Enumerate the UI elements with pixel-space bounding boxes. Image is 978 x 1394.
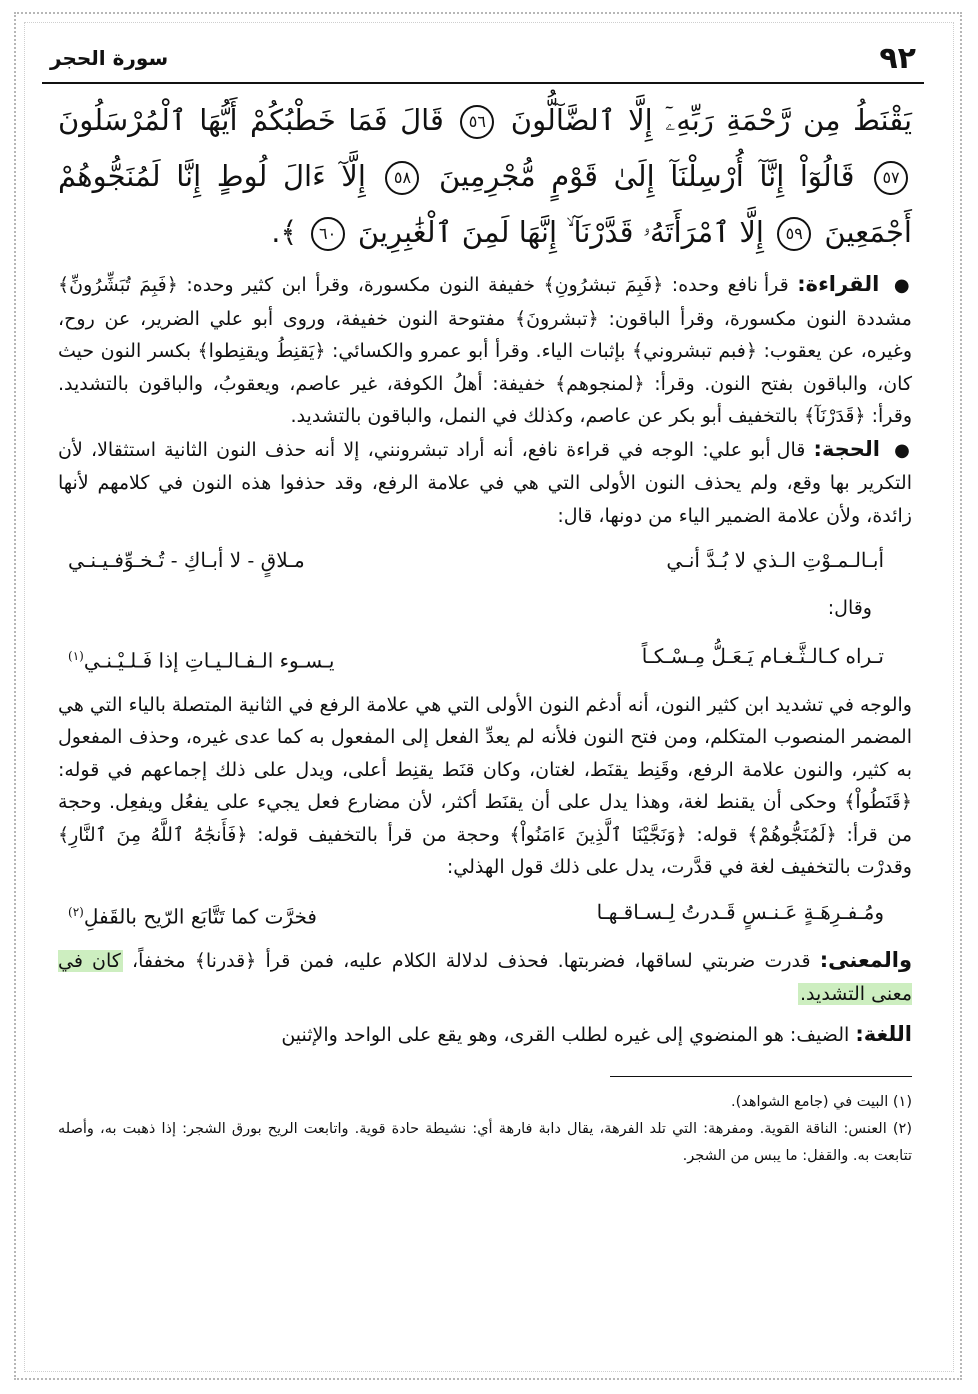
verse-hemistich-right: أبـالـمـوْتِ الـذي لا بُـدَّ أنـي xyxy=(666,548,884,572)
section-text-hujja: قال أبو علي: الوجه في قراءة نافع، أنه أراد تبشرونني، إلا أنه حذف النون الثانية استثقالا، لأن التكرير بها وقع، ولم يحذف النون الأولى التي هي في علامة الرفع، وقد حذفوا هذه النون في كلامهم لأنها زائدة، ولأن علامة الضمير الياء من دونها، قال: xyxy=(58,438,912,527)
verse-hemistich-right: تـراه كـالـثَّـغـام يَـعَـلُّ مِـسْـكـاً xyxy=(641,644,884,668)
page-content xyxy=(58,92,912,1334)
wajh-section xyxy=(58,689,912,884)
verse-hemistich-text: فخرَّت كما تَتَّابَع الرّيح بالقَفلِ xyxy=(83,904,317,929)
poetry-verse-2 xyxy=(58,634,912,683)
bullet-icon: ● xyxy=(893,275,913,296)
qala-label: وقال: xyxy=(827,597,872,619)
verse-hemistich-left: مـلاقٍ - لا أبـاكِ - تُـخـوِّفـيـنـي xyxy=(68,548,305,572)
section-text-maana: قدرت ضربتي لساقها، فضربتها. فحذف لدلالة الكلام عليه، فمن قرأ ﴿قدرنا﴾ مخففاً، xyxy=(132,950,811,973)
section-text-lugha: الضيف: هو المنضوي إلى غيره لطلب القرى، وهو يقع على الواحد والإثنين xyxy=(281,1024,850,1047)
footnote-text: العنس: الناقة القوية. ومفرهة: التي تلد الفرهة، يقال دابة فارهة أي: نشيطة حادة قوية. واتابعت الريح بورق الشجر: إذا ذهبت به، وأصله تتابعت به. والقفل: ما يبس من الشجر. xyxy=(58,1120,912,1164)
verse-hemistich-left xyxy=(68,634,335,683)
section-text-qiraa: قرأ نافع وحده: ﴿فَبِمَ تبشرُونِ﴾ خفيفة النون مكسورة، وقرأ ابن كثير وحده: ﴿فَبِمَ تُبَشِّرُونِّ﴾ مشددة النون مكسورة، وقرأ الباقون: ﴿تبشرونَ﴾ مفتوحة النون خفيفة، وروى أبو علي الضرير، عن روح، وغيره، عن يعقوب: ﴿فبم تبشروني﴾ بإثبات الياء. وقرأ أبو عمرو والكسائي: ﴿يَقنِطُ ويقنِطوا﴾ بكسر النون حيث كان، والباقون بفتح النون. وقرأ: ﴿لمنجوهم﴾ خفيفة: أهلُ الكوفة، غير عاصم، ويعقوبُ، والباقون بالتشديد. وقرأ: ﴿قَدَرْنَآ﴾ بالتخفيف أبو بكر عن عاصم، وكذلك في النمل، والباقون بالتشديد. xyxy=(58,274,912,427)
verse-text: يَقْنَطُ مِن رَّحْمَةِ رَبِّهِۦٓ إِلَّا ٱلضَّآلُّونَ xyxy=(510,103,913,137)
footnote-1 xyxy=(58,1089,912,1116)
highlighted-text: كان في معنى التشديد. xyxy=(58,950,912,1005)
footnote-number: (٢) xyxy=(892,1120,913,1137)
section-label-hujja: الحجة: xyxy=(813,436,880,461)
section-label-maana: والمعنى: xyxy=(819,948,913,973)
footnote-ref-2: (٢) xyxy=(68,904,84,919)
hujja-section xyxy=(58,433,912,533)
section-label-lugha: اللغة: xyxy=(855,1022,912,1047)
quran-verses xyxy=(58,92,912,260)
section-text-wajh: والوجه في تشديد ابن كثير النون، أنه أدغم النون الأولى التي هي علامة الرفع في الثانية المتصلة بالياء التي هي المضمر المنصوب المتكلم، ومن فتح النون فلأنه لم يعدِّ الفعل إلى المفعول به كما عدى غيره، وحذف المفعول به كثير، والنون علامة الرفع، وقَنِط يقنَط، لغتان، وكان قنَط يقنِط أعلى، ويدل على ذلك إجماعهم في قوله: ﴿قَنَطُواْ﴾ وحكى أن يقنط لغة، وهذا يدل على أن يقنَط أكثر، لأن مضارع فعل يجيء على يفعُل ويفعِل. وحجة من قرأ: ﴿لَمُنَجُّوهُمْ﴾ قوله: ﴿وَنَجَّيْنَا ٱلَّذِينَ ءَامَنُواْ﴾ وحجة من قرأ بالتخفيف قوله: ﴿فَأَنجَٰهُ ٱللَّهُ مِنَ ٱلنَّارِ﴾ وقدرْت بالتخفيف لغة في قدَّرت، يدل على ذلك قول الهذلي: xyxy=(58,693,912,879)
verse-text: قَالُوٓاْ إِنَّآ أُرْسِلْنَآ إِلَىٰ قَوْمٍ مُّجْرِمِينَ xyxy=(439,159,855,193)
verse-text: قَالَ فَمَا خَطْبُكُمْ أَيُّهَا ٱلْمُرْسَلُونَ xyxy=(58,103,444,137)
verse-hemistich-left xyxy=(68,890,317,939)
ayah-number-marker: ٥٧ xyxy=(874,161,908,195)
ayah-number-marker: ٥٦ xyxy=(460,105,494,139)
verse-text: إِلَّآ ءَالَ لُوطٍ إِنَّا لَمُنَجُّوهُمْ أَجْمَعِينَ xyxy=(58,159,912,249)
page-number: ٩٢ xyxy=(879,40,916,76)
verse-hemistich-text: يـسـوء الـفـالـيـاتِ إذا فَـلـيْـنـي xyxy=(83,648,335,673)
lugha-section xyxy=(58,1018,912,1052)
page-header xyxy=(50,40,916,76)
footnote-text: البيت في (جامع الشواهد). xyxy=(731,1093,889,1110)
qiraa-section xyxy=(58,268,912,433)
footnote-divider xyxy=(610,1076,912,1077)
ayah-number-marker: ٥٩ xyxy=(777,217,811,251)
verse-end: ﴾. xyxy=(271,215,298,249)
footnote-number: (١) xyxy=(892,1093,912,1110)
verse-hemistich-right: ومُـفـرِهَـةٍ عَـنـسٍ قَـدرتُ لِـسـاقـهـا xyxy=(596,899,884,924)
ayah-number-marker: ٥٨ xyxy=(385,161,419,195)
ayah-number-marker: ٦٠ xyxy=(311,217,345,251)
verse-text: إِلَّا ٱمْرَأَتَهُۥ قَدَّرْنَآ ۙ إِنَّهَا لَمِنَ ٱلْغَٰبِرِينَ xyxy=(357,215,764,249)
bullet-icon: ● xyxy=(894,439,913,461)
footnote-2 xyxy=(58,1116,912,1170)
poetry-verse-1 xyxy=(58,538,912,582)
surah-name: سورة الحجر xyxy=(50,46,169,70)
footnote-ref-1: (١) xyxy=(68,649,84,663)
section-label-qiraa: القراءة: xyxy=(797,272,880,296)
poetry-verse-3 xyxy=(58,890,912,939)
maana-section xyxy=(58,944,912,1010)
header-divider xyxy=(42,82,924,84)
